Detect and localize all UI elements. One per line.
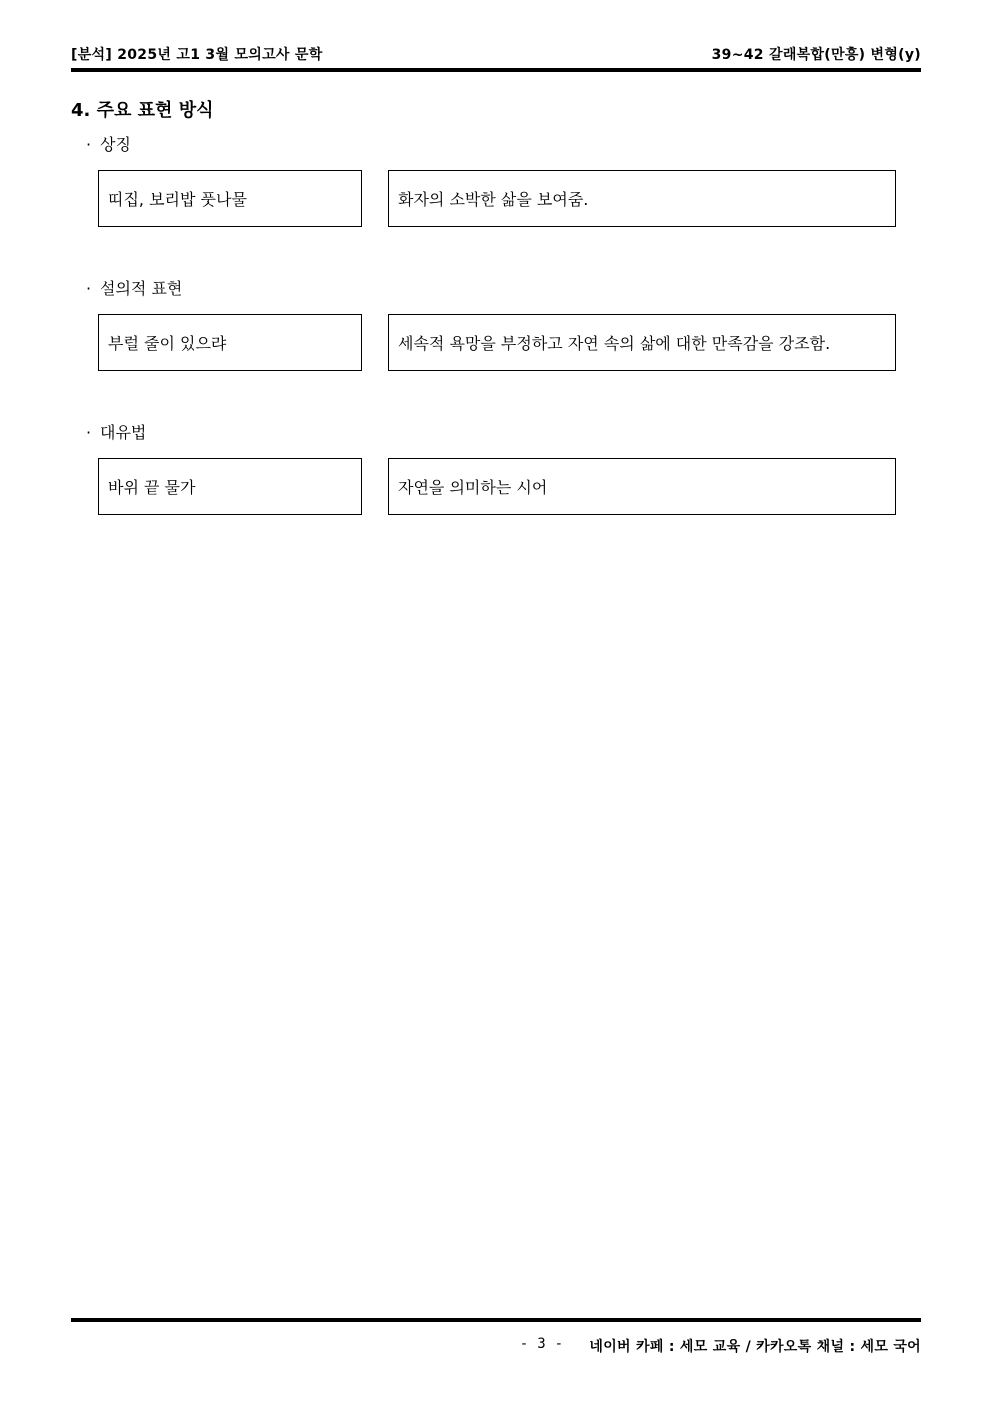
explanation-box: 화자의 소박한 삶을 보여줌.: [388, 170, 896, 227]
explanation-box: 자연을 의미하는 시어: [388, 458, 896, 515]
header-subtitle: 39~42 갈래복합(만흥) 변형(y): [711, 47, 921, 63]
bullet-label-rhetorical: [86, 276, 182, 299]
header-divider: [71, 68, 921, 72]
term-box: 띠집, 보리밥 풋나물: [98, 170, 362, 227]
bullet-label: 상징: [100, 135, 131, 154]
term-box: 부럴 줄이 있으랴: [98, 314, 362, 371]
bullet-label-symbol: [86, 132, 131, 155]
bullet-dot: ·: [86, 279, 92, 298]
explanation-box: 세속적 욕망을 부정하고 자연 속의 삶에 대한 만족감을 강조함.: [388, 314, 896, 371]
footer-credits: 네이버 카페 : 세모 교육 / 카카오톡 채널 : 세모 국어: [589, 1339, 921, 1355]
footer-divider: [71, 1318, 921, 1322]
section-title: 4. 주요 표현 방식: [71, 100, 214, 121]
bullet-label-synecdoche: [86, 420, 146, 443]
bullet-label: 대유법: [100, 423, 147, 442]
header-title: [분석] 2025년 고1 3월 모의고사 문학: [71, 47, 323, 63]
bullet-dot: ·: [86, 423, 92, 442]
bullet-dot: ·: [86, 135, 92, 154]
footer: [520, 1336, 921, 1356]
bullet-label: 설의적 표현: [100, 279, 183, 298]
page-number: - 3 -: [519, 1336, 564, 1352]
term-box: 바위 끝 물가: [98, 458, 362, 515]
